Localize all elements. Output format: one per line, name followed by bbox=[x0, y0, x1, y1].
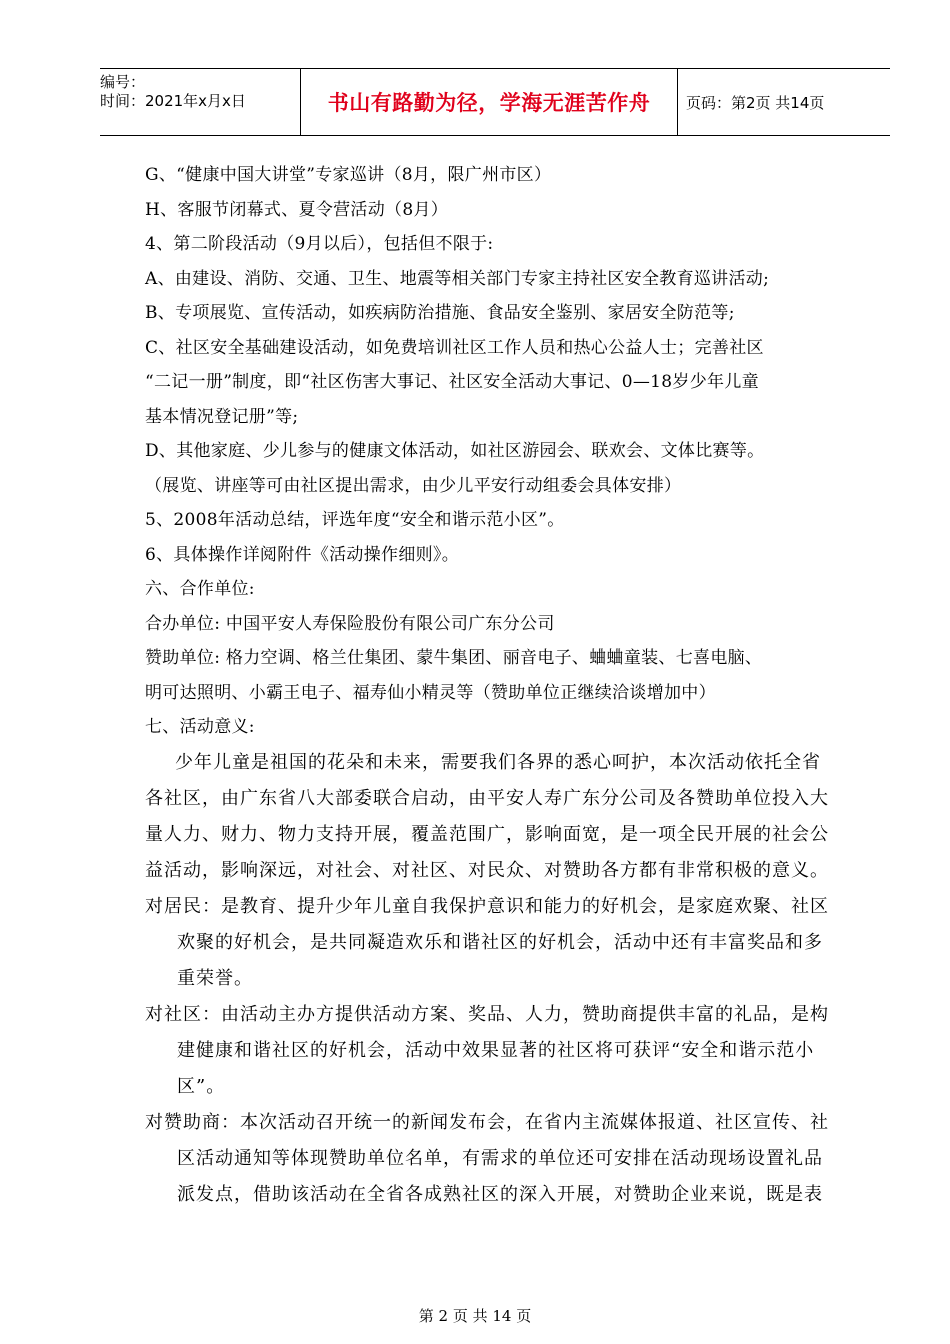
community-line-3: 区”。 bbox=[177, 1075, 226, 1097]
arrangement-note: （展览、讲座等可由社区提出需求，由少儿平安行动组委会具体安排） bbox=[145, 475, 682, 496]
item-c-line-2: “二记一册”制度，即“社区伤害大事记、社区安全活动大事记、0—18岁少年儿童 bbox=[145, 372, 759, 392]
community-line-2: 建健康和谐社区的好机会，活动中效果显著的社区将可获评“安全和谐示范小 bbox=[177, 1039, 815, 1061]
page-header bbox=[100, 68, 890, 136]
section-6-heading: 六、合作单位: bbox=[145, 579, 255, 599]
significance-paragraph-line-2: 各社区，由广东省八大部委联合启动，由平安人寿广东分公司及各赞助单位投入大 bbox=[145, 787, 829, 809]
sponsor-line-2: 明可达照明、小霸王电子、福寿仙小精灵等（赞助单位正继续洽谈增加中） bbox=[145, 682, 716, 703]
item-h: H、客服节闭幕式、夏令营活动（8月） bbox=[145, 199, 449, 220]
document-body bbox=[145, 158, 853, 1213]
page-footer: 第 2 页 共 14 页 bbox=[418, 1307, 532, 1325]
item-6: 6、具体操作详阅附件《活动操作细则》。 bbox=[145, 544, 460, 565]
community-line-1: 对社区：由活动主办方提供活动方案、奖品、人力，赞助商提供丰富的礼品，是构 bbox=[145, 1003, 829, 1025]
residents-line-1: 对居民：是教育、提升少年儿童自我保护意识和能力的好机会，是家庭欢聚、社区 bbox=[145, 895, 829, 917]
section-7-heading: 七、活动意义: bbox=[145, 717, 255, 737]
item-g: G、“健康中国大讲堂”专家巡讲（8月，限广州市区） bbox=[145, 165, 552, 185]
item-a: A、由建设、消防、交通、卫生、地震等相关部门专家主持社区安全教育巡讲活动; bbox=[145, 268, 770, 289]
item-4: 4、第二阶段活动（9月以后），包括但不限于: bbox=[145, 234, 494, 254]
significance-paragraph-line-3: 量人力、财力、物力支持开展，覆盖范围广，影响面宽，是一项全民开展的社会公 bbox=[145, 823, 829, 845]
significance-paragraph-line-1: 少年儿童是祖国的花朵和未来，需要我们各界的悉心呵护，本次活动依托全省 bbox=[175, 751, 821, 773]
sponsors-line-2: 区活动通知等体现赞助单位名单，有需求的单位还可安排在活动现场设置礼品 bbox=[177, 1147, 823, 1169]
item-c-line-1: C、社区安全基础建设活动，如免费培训社区工作人员和热心公益人士；完善社区 bbox=[145, 337, 764, 358]
sponsor-line-1: 赞助单位: 格力空调、格兰仕集团、蒙牛集团、丽音电子、蛐蛐童装、七喜电脑、 bbox=[145, 648, 763, 668]
header-page-info: 页码：第2页 共14页 bbox=[686, 93, 825, 112]
sponsors-line-3: 派发点，借助该活动在全省各成熟社区的深入开展，对赞助企业来说，既是表 bbox=[177, 1183, 823, 1205]
document-number-label: 编号： bbox=[100, 73, 146, 91]
residents-line-3: 重荣誉。 bbox=[177, 967, 253, 989]
item-c-line-3: 基本情况登记册”等; bbox=[145, 406, 299, 427]
header-meta bbox=[100, 69, 301, 135]
header-motto: 书山有路勤为径，学海无涯苦作舟 bbox=[301, 69, 678, 135]
residents-line-2: 欢聚的好机会，是共同凝造欢乐和谐社区的好机会，活动中还有丰富奖品和多 bbox=[177, 931, 823, 953]
co-organizer: 合办单位: 中国平安人寿保险股份有限公司广东分公司 bbox=[145, 613, 555, 634]
document-time-label: 时间：2021年x月x日 bbox=[100, 92, 246, 110]
item-d: D、其他家庭、少儿参与的健康文体活动，如社区游园会、联欢会、文体比赛等。 bbox=[145, 441, 765, 461]
item-b: B、专项展览、宣传活动，如疾病防治措施、食品安全鉴别、家居安全防范等; bbox=[145, 303, 735, 323]
significance-paragraph-line-4: 益活动，影响深远，对社会、对社区、对民众、对赞助各方都有非常积极的意义。 bbox=[145, 859, 829, 881]
item-5: 5、2008年活动总结，评选年度“安全和谐示范小区”。 bbox=[145, 510, 565, 530]
sponsors-line-1: 对赞助商：本次活动召开统一的新闻发布会，在省内主流媒体报道、社区宣传、社 bbox=[145, 1111, 829, 1133]
